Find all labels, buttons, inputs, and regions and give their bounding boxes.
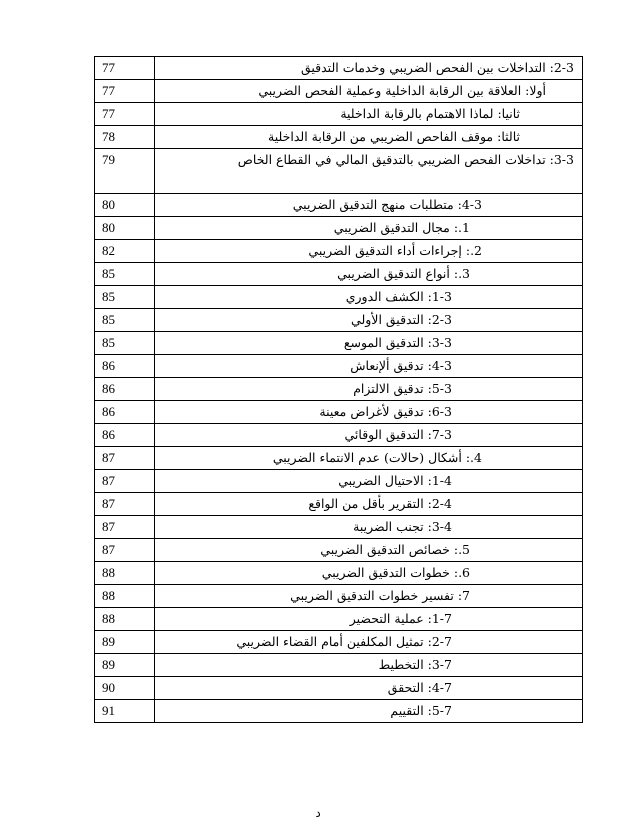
toc-entry-title: 4-3: متطلبات منهج التدقيق الضريبي [292,197,482,212]
toc-title-cell [155,401,583,424]
toc-page-number: 89 [95,654,155,677]
toc-title-cell [155,493,583,516]
toc-row [95,217,583,240]
toc-entry-title: 5-3: تدقيق الالتزام [353,381,452,396]
toc-row [95,424,583,447]
toc-entry-title: 3-3: التدقيق الموسع [343,335,452,350]
toc-entry-title: 2.: إجراءات أداء التدقيق الضريبي [308,243,482,258]
toc-entry-title: ثالثا: موقف الفاحص الضريبي من الرقابة الداخلية [268,129,520,144]
toc-entry-title: ثانيا: لماذا الاهتمام بالرقابة الداخلية [340,106,520,121]
toc-page-number: 85 [95,309,155,332]
toc-title-cell [155,332,583,355]
toc-entry-title: 2-3: التدقيق الأولي [351,312,452,327]
toc-row [95,286,583,309]
toc-entry-title: أولا: العلاقة بين الرقابة الداخلية وعملية الفحص الضريبي [258,83,546,98]
toc-entry-title: 3-3: تداخلات الفحص الضريبي بالتدقيق المالي في القطاع الخاص [237,152,574,167]
toc-row [95,493,583,516]
toc-row [95,631,583,654]
toc-page-number: 85 [95,263,155,286]
toc-entry-title: 2-3: التداخلات بين الفحص الضريبي وخدمات التدقيق [300,60,574,75]
toc-row [95,516,583,539]
toc-row [95,677,583,700]
toc-title-cell [155,378,583,401]
toc-entry-title: 3-4: تجنب الضريبة [353,519,452,534]
toc-entry-title: 5-7: التقييم [390,703,452,718]
toc-row [95,103,583,126]
toc-page-number: 87 [95,447,155,470]
toc-title-cell [155,562,583,585]
toc-entry-title: 4-7: التحقق [387,680,452,695]
toc-entry-title: 2-4: التقرير بأقل من الواقع [308,496,452,511]
toc-title-cell [155,677,583,700]
toc-page-number: 90 [95,677,155,700]
toc-entry-title: 1.: مجال التدقيق الضريبي [333,220,470,235]
toc-page-number: 88 [95,562,155,585]
toc-row [95,562,583,585]
toc-entry-title: 3.: أنواع التدقيق الضريبي [337,266,470,281]
toc-row [95,149,583,194]
toc-page-number: 86 [95,424,155,447]
toc-page-number: 87 [95,516,155,539]
toc-row [95,194,583,217]
toc-entry-title: 4-3: تدقيق ألإنعاش [350,358,452,373]
toc-title-cell [155,631,583,654]
toc-row [95,240,583,263]
toc-title-cell [155,539,583,562]
toc-title-cell [155,700,583,723]
toc-page-number: 80 [95,217,155,240]
toc-entry-title: 1-4: الاحتيال الضريبي [338,473,452,488]
toc-page-number: 85 [95,332,155,355]
toc-entry-title: 2-7: تمثيل المكلفين أمام القضاء الضريبي [236,634,452,649]
toc-title-cell [155,194,583,217]
toc-row [95,332,583,355]
toc-title-cell [155,217,583,240]
toc-row [95,126,583,149]
toc-row [95,401,583,424]
toc-title-cell [155,309,583,332]
toc-page-number: 77 [95,80,155,103]
toc-page-number: 80 [95,194,155,217]
page-marker: د [315,806,321,820]
toc-row [95,378,583,401]
toc-page-number: 86 [95,401,155,424]
toc-title-cell [155,608,583,631]
toc-entry-title: 1-3: الكشف الدوري [345,289,452,304]
toc-row [95,470,583,493]
toc-page-number: 86 [95,378,155,401]
toc-title-cell [155,470,583,493]
toc-entry-title: 6.: خطوات التدقيق الضريبي [321,565,470,580]
toc-title-cell [155,424,583,447]
toc-page-number: 87 [95,470,155,493]
toc-title-cell [155,516,583,539]
toc-row [95,263,583,286]
toc-page-number: 77 [95,103,155,126]
toc-title-cell [155,585,583,608]
toc-title-cell [155,355,583,378]
toc-page-number: 79 [95,149,155,194]
toc-page-number: 85 [95,286,155,309]
toc-row [95,700,583,723]
toc-row [95,355,583,378]
toc-page-number: 91 [95,700,155,723]
toc-page-number: 88 [95,608,155,631]
toc-page-number: 77 [95,57,155,80]
toc-title-cell [155,57,583,80]
toc-entry-title: 3-7: التخطيط [378,657,452,672]
toc-row [95,309,583,332]
toc-entry-title: 7-3: التدقيق الوقائي [344,427,452,442]
toc-row [95,80,583,103]
toc-row [95,57,583,80]
toc-page-number: 78 [95,126,155,149]
toc-entry-title: 7: تفسير خطوات التدقيق الضريبي [290,588,470,603]
toc-page-number: 82 [95,240,155,263]
toc-entry-title: 6-3: تدقيق لأغراض معينة [319,404,452,419]
toc-page-number: 87 [95,493,155,516]
toc-title-cell [155,80,583,103]
toc-title-cell [155,149,583,194]
toc-title-cell [155,654,583,677]
toc-title-cell [155,103,583,126]
toc-title-cell [155,447,583,470]
toc-entry-title: 4.: أشكال (حالات) عدم الانتماء الضريبي [272,450,482,465]
toc-row [95,447,583,470]
toc-row [95,585,583,608]
toc-row [95,539,583,562]
toc-row [95,608,583,631]
toc-body [95,57,583,723]
toc-entry-title: 1-7: عملية التحضير [349,611,452,626]
toc-title-cell [155,286,583,309]
toc-entry-title: 5.: خصائص التدقيق الضريبي [320,542,470,557]
toc-title-cell [155,240,583,263]
toc-table [94,56,583,723]
toc-page-number: 86 [95,355,155,378]
toc-title-cell [155,263,583,286]
toc-row [95,654,583,677]
toc-page-number: 87 [95,539,155,562]
toc-page-number: 89 [95,631,155,654]
toc-title-cell [155,126,583,149]
toc-page-number: 88 [95,585,155,608]
